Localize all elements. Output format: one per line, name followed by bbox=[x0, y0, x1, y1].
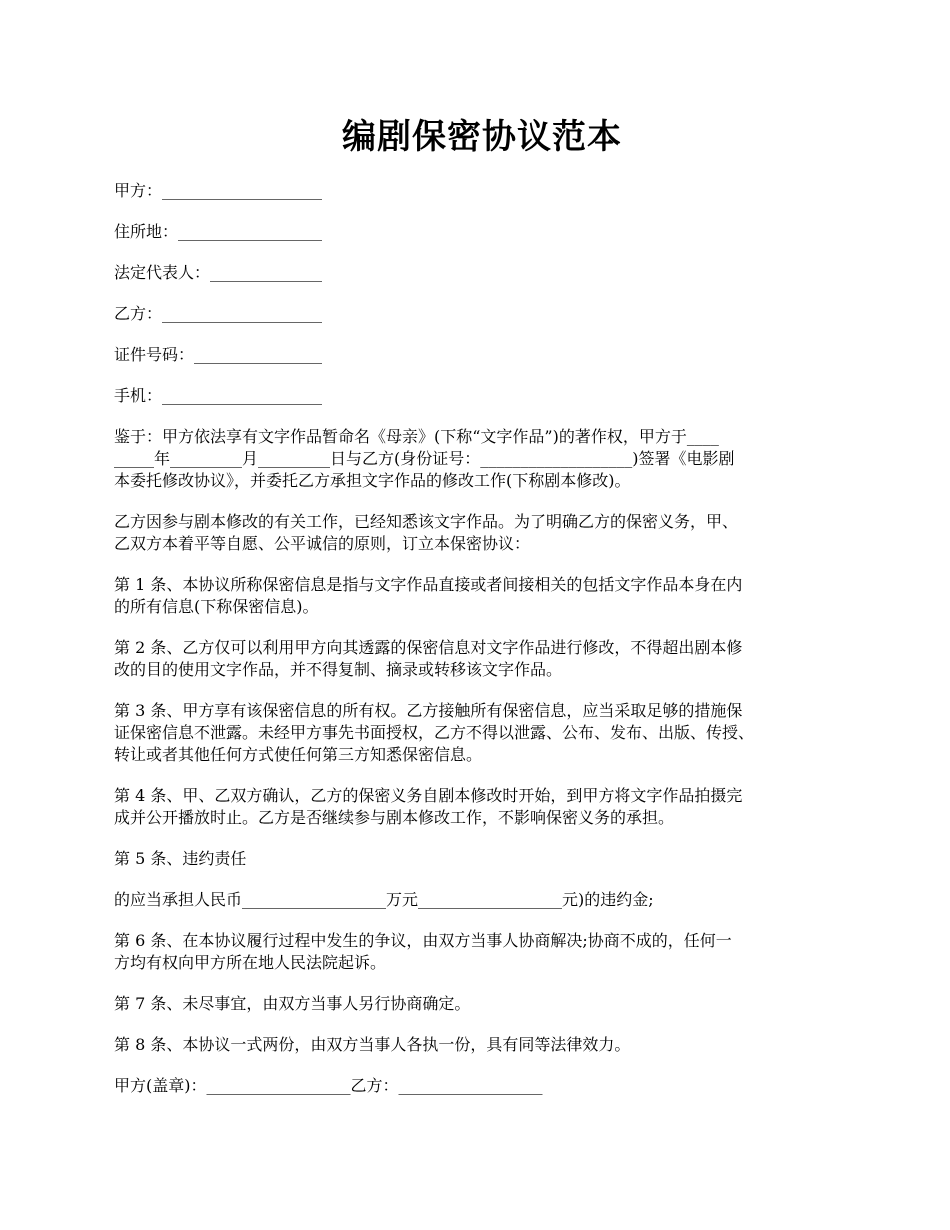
text-line: 第 6 条、在本协议履行过程中发生的争议，由双方当事人协商解决;协商不成的，任何一 bbox=[114, 931, 732, 950]
article-2 bbox=[114, 637, 850, 681]
field-blank: ______________ bbox=[210, 263, 323, 282]
text-line: 第 8 条、本协议一式两份，由双方当事人各执一份，具有同等法律效力。 bbox=[114, 1035, 631, 1054]
document-title: 编剧保密协议范本 bbox=[342, 117, 622, 157]
text-line: 本委托修改协议》，并委托乙方承担文字作品的修改工作(下称剧本修改)。 bbox=[114, 471, 631, 490]
signature-line bbox=[114, 1075, 850, 1097]
text-line: 的应当承担人民币__________________万元__________________元)的违约金; bbox=[114, 890, 654, 909]
text-line: 第 2 条、乙方仅可以利用甲方向其透露的保密信息对文字作品进行修改，不得超出剧本修 bbox=[114, 638, 743, 657]
field-label: 乙方： bbox=[114, 304, 163, 323]
intro-paragraph bbox=[114, 511, 850, 555]
article-3 bbox=[114, 700, 850, 766]
field-party-b bbox=[114, 303, 850, 325]
field-blank: ________________ bbox=[194, 345, 323, 364]
article-4 bbox=[114, 785, 850, 829]
article-6 bbox=[114, 930, 850, 974]
field-label: 甲方： bbox=[114, 181, 163, 200]
text-line: 第 5 条、违约责任 bbox=[114, 849, 247, 868]
text-line: 乙双方本着平等自愿、公平诚信的原则，订立本保密协议： bbox=[114, 534, 531, 553]
penalty-clause bbox=[114, 889, 850, 911]
text-line: 成并公开播放时止。乙方是否继续参与剧本修改工作，不影响保密义务的承担。 bbox=[114, 808, 675, 827]
field-mobile bbox=[114, 385, 850, 407]
text-line: 第 3 条、甲方享有该保密信息的所有权。乙方接触所有保密信息，应当采取足够的措施保 bbox=[114, 701, 743, 720]
article-1 bbox=[114, 574, 850, 618]
recital-paragraph bbox=[114, 426, 850, 492]
text-line: 改的目的使用文字作品，并不得复制、摘录或转移该文字作品。 bbox=[114, 660, 563, 679]
article-8 bbox=[114, 1034, 850, 1056]
field-label: 住所地： bbox=[114, 222, 179, 241]
text-line: _____年_________月_________日与乙方(身份证号：___________________)签署《电影剧 bbox=[114, 449, 735, 468]
field-blank: ____________________ bbox=[162, 304, 323, 323]
field-legal-representative bbox=[114, 262, 850, 284]
party-fields bbox=[114, 180, 850, 407]
text-line: 甲方(盖章)：__________________乙方：__________________ bbox=[114, 1076, 543, 1095]
field-blank: ____________________ bbox=[162, 181, 323, 200]
field-party-a bbox=[114, 180, 850, 202]
article-5-heading bbox=[114, 848, 850, 870]
text-line: 方均有权向甲方所在地人民法院起诉。 bbox=[114, 953, 387, 972]
text-line: 转让或者其他任何方式使任何第三方知悉保密信息。 bbox=[114, 745, 483, 764]
text-line: 证保密信息不泄露。未经甲方事先书面授权，乙方不得以泄露、公布、发布、出版、传授、 bbox=[114, 723, 755, 742]
article-7 bbox=[114, 993, 850, 1015]
text-line: 的所有信息(下称保密信息)。 bbox=[114, 597, 319, 616]
field-id-number bbox=[114, 344, 850, 366]
text-line: 鉴于：甲方依法享有文字作品暂命名《母亲》(下称“文字作品”)的著作权，甲方于____ bbox=[114, 427, 719, 446]
field-address bbox=[114, 221, 850, 243]
field-blank: ____________________ bbox=[162, 386, 323, 405]
field-label: 证件号码： bbox=[114, 345, 195, 364]
text-line: 第 1 条、本协议所称保密信息是指与文字作品直接或者间接相关的包括文字作品本身在内 bbox=[114, 575, 743, 594]
field-blank: __________________ bbox=[178, 222, 323, 241]
field-label: 手机： bbox=[114, 386, 163, 405]
field-label: 法定代表人： bbox=[114, 263, 211, 282]
text-line: 第 7 条、未尽事宜，由双方当事人另行协商确定。 bbox=[114, 994, 471, 1013]
text-line: 乙方因参与剧本修改的有关工作，已经知悉该文字作品。为了明确乙方的保密义务，甲、 bbox=[114, 512, 739, 531]
text-line: 第 4 条、甲、乙双方确认，乙方的保密义务自剧本修改时开始，到甲方将文字作品拍摄完 bbox=[114, 786, 743, 805]
